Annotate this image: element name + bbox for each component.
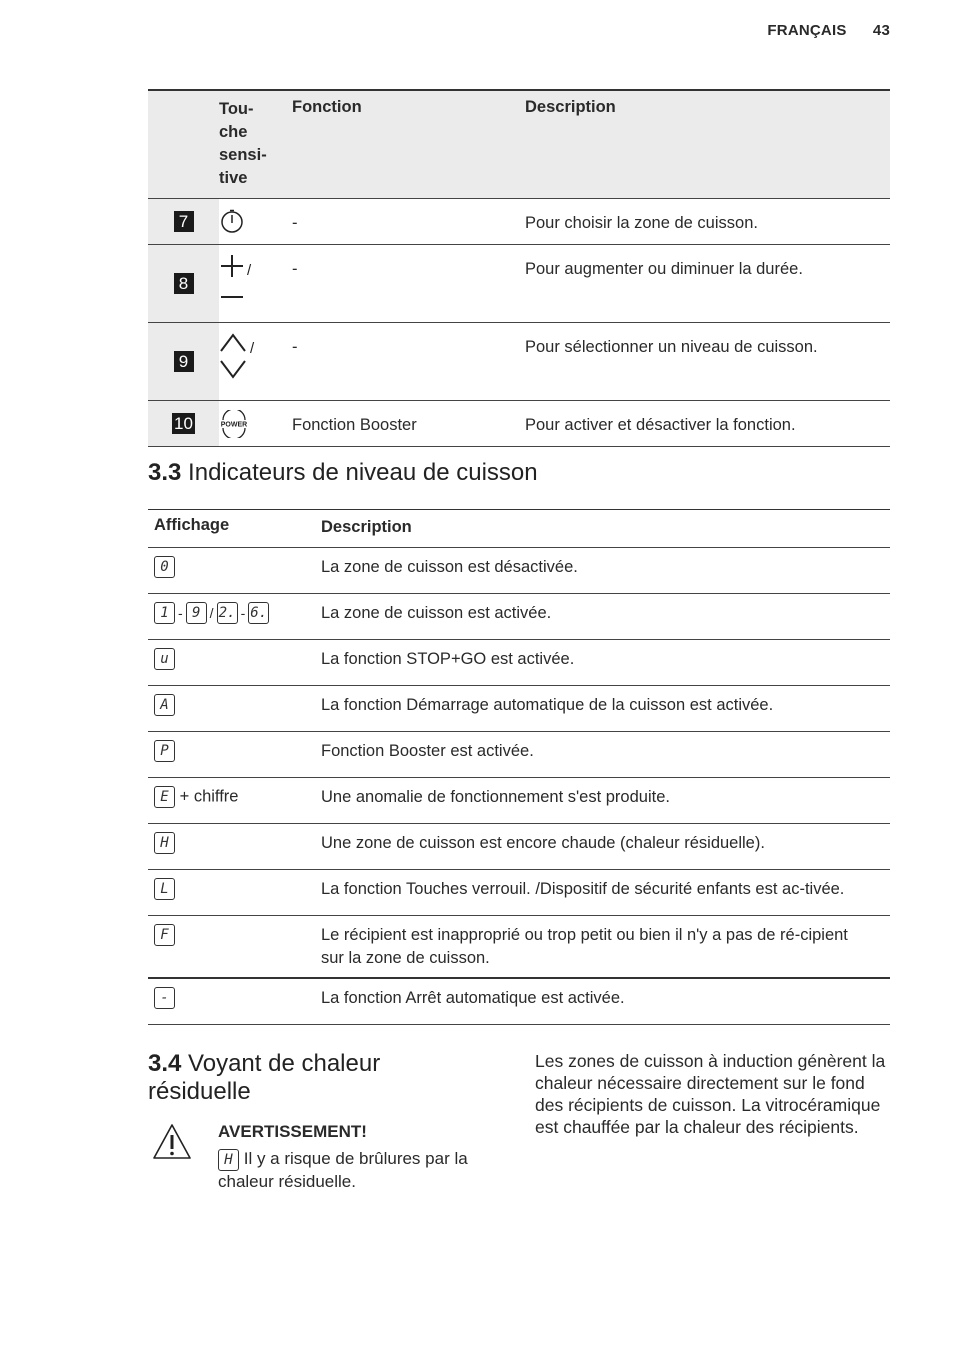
table-row [148, 824, 890, 870]
description-cell: Une zone de cuisson est encore chaude (chaleur résiduelle). [321, 834, 765, 852]
up-down-icon [219, 331, 265, 387]
power-icon [219, 410, 249, 438]
description-cell: Pour sélectionner un niveau de cuisson. [525, 338, 818, 356]
description-cell: La zone de cuisson est désactivée. [321, 558, 578, 576]
table-row [148, 245, 890, 323]
page-number: 43 [872, 22, 890, 39]
description-cell: Fonction Booster est activée. [321, 742, 534, 760]
seven-segment-display: 0 [154, 556, 175, 578]
row-number: 8 [174, 273, 194, 294]
seven-segment-display: H [218, 1149, 239, 1171]
warning-message: Il y a risque de brûlures par la chaleur résiduelle. [218, 1149, 468, 1191]
seven-segment-display: L [154, 878, 175, 900]
section-number: 3.3 [148, 459, 182, 486]
page-header [767, 22, 890, 39]
table-header-row [148, 510, 890, 548]
row-number: 7 [174, 211, 194, 232]
description-cell: Une anomalie de fonctionnement s'est produite. [321, 788, 670, 806]
seven-segment-display: u [154, 648, 175, 670]
description-cell: La fonction Touches verrouil. /Dispositif de sécurité enfants est ac-tivée. [321, 880, 845, 898]
table-row [148, 916, 890, 979]
section-title: Indicateurs de niveau de cuisson [188, 459, 538, 486]
description-cell: Le récipient est inapproprié ou trop petit ou bien il n'y a pas de ré-cipient sur la zone de cuisson. [321, 926, 848, 967]
table-row [148, 778, 890, 824]
header-key [219, 90, 292, 199]
row-number: 9 [174, 351, 194, 372]
seven-segment-display: 9 [186, 602, 207, 624]
row-number: 10 [174, 414, 193, 433]
warning-text [218, 1148, 468, 1193]
header-description: Description [321, 518, 412, 536]
seven-segment-display: A [154, 694, 175, 716]
language-label: FRANÇAIS [767, 22, 847, 39]
header-function: Fonction [292, 98, 362, 116]
function-cell: Fonction Booster [292, 416, 417, 434]
seven-segment-display: 1 [154, 602, 175, 624]
function-cell: - [292, 214, 298, 232]
function-cell: - [292, 260, 298, 278]
suffix-text: + chiffre [179, 787, 239, 806]
table-row [148, 199, 890, 245]
section-title: Voyant de chaleur résiduelle [148, 1050, 381, 1105]
seven-segment-display: H [154, 832, 175, 854]
seven-segment-display: F [154, 924, 175, 946]
header-key-text: Tou- che sensi- tive [219, 100, 267, 187]
table-row [148, 548, 890, 594]
induction-paragraph: Les zones de cuisson à induction génèrent la chaleur nécessaire directement sur le fond des récipients de cuisson. La vitrocéramique est chauffée par la chaleur des récipients. [535, 1051, 886, 1137]
plus-minus-icon [219, 253, 265, 309]
touch-key-table [148, 89, 890, 447]
description-cell: La fonction STOP+GO est activée. [321, 650, 575, 668]
warning-title: AVERTISSEMENT! [218, 1122, 367, 1141]
svg-text:/: / [247, 262, 252, 279]
section-3-3-heading [148, 459, 538, 487]
table-row [148, 323, 890, 401]
table-row [148, 594, 890, 640]
svg-text:/: / [250, 340, 255, 357]
header-description: Description [525, 98, 616, 116]
seven-segment-display: - [154, 987, 175, 1009]
description-cell: Pour activer et désactiver la fonction. [525, 416, 796, 434]
table-row [148, 978, 890, 1025]
description-cell: La fonction Arrêt automatique est activée. [321, 989, 625, 1007]
seven-segment-display: E [154, 786, 175, 808]
table-row [148, 732, 890, 778]
separator: / [209, 605, 214, 621]
indicator-table [148, 509, 890, 1025]
section-3-4-heading [148, 1050, 478, 1106]
seven-segment-display: P [154, 740, 175, 762]
table-row [148, 401, 890, 447]
description-cell: La fonction Démarrage automatique de la cuisson est activée. [321, 696, 774, 714]
separator: - [178, 605, 183, 621]
seven-segment-display: 6. [248, 602, 269, 624]
function-cell: - [292, 338, 298, 356]
table-row [148, 870, 890, 916]
seven-segment-display: 2. [217, 602, 238, 624]
separator: - [240, 605, 246, 621]
description-cell: La zone de cuisson est activée. [321, 604, 552, 622]
table-row [148, 686, 890, 732]
warning-icon [152, 1123, 192, 1161]
power-icon-text: POWER [220, 421, 248, 429]
section-number: 3.4 [148, 1050, 182, 1077]
table-row [148, 640, 890, 686]
timer-icon [219, 209, 245, 235]
header-display: Affichage [154, 516, 230, 534]
description-cell: Pour augmenter ou diminuer la durée. [525, 260, 803, 278]
table-header-row [148, 90, 890, 199]
description-cell: Pour choisir la zone de cuisson. [525, 214, 758, 232]
